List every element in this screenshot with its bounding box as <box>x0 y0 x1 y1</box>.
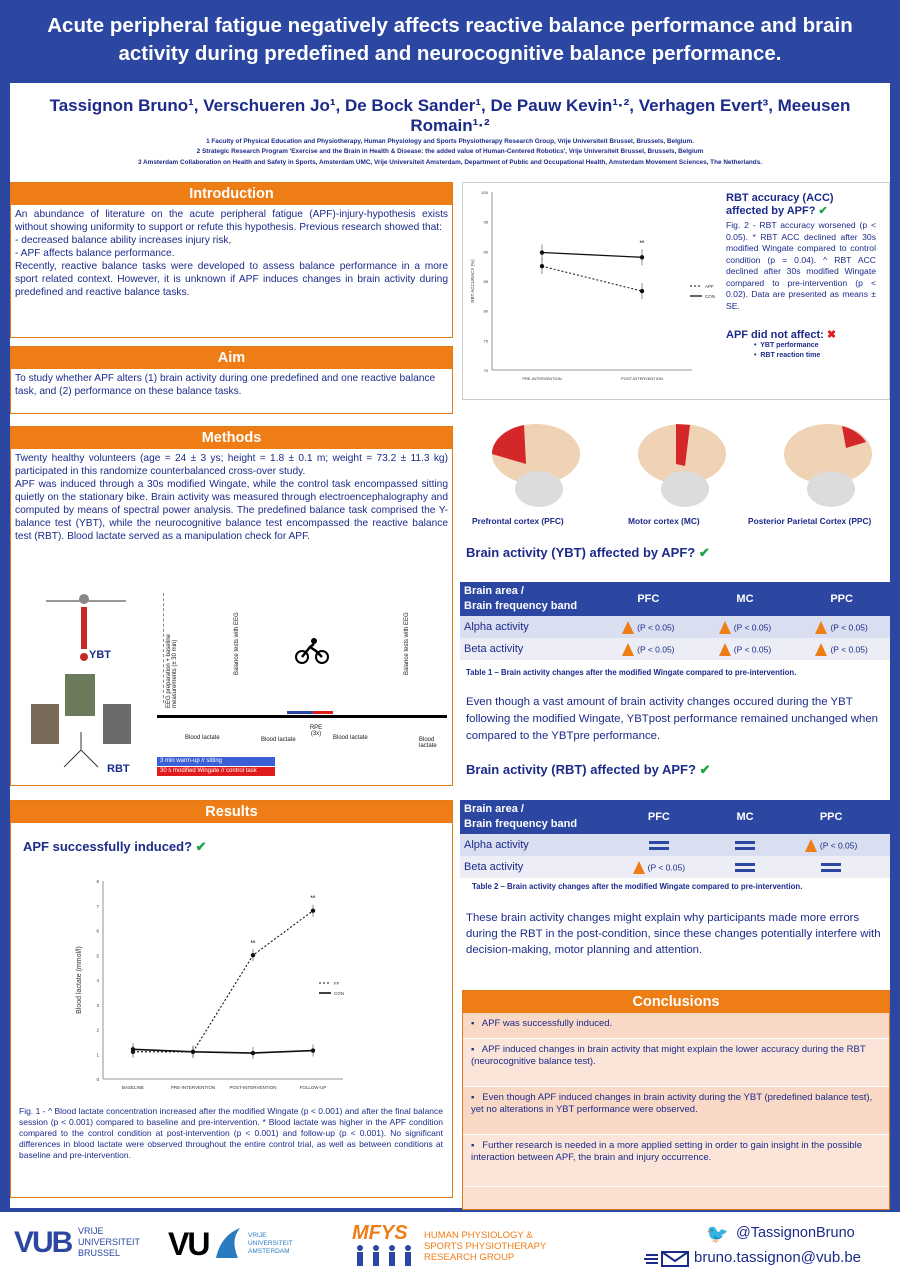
equal-icon <box>735 841 755 850</box>
rbt-accuracy-title: RBT accuracy (ACC) affected by APF? ✔ <box>726 192 834 217</box>
y-tick-label: 85 <box>483 279 488 284</box>
mfys-figures-icon <box>352 1244 422 1268</box>
arrow-up-icon <box>719 621 731 634</box>
arrow-up-icon <box>633 861 645 874</box>
conclusion-item: ▪ Even though APF induced changes in brain activity during the YBT (predefined balance test), yet no alterations in YBT performance were observed. <box>463 1087 889 1135</box>
data-point <box>191 1050 195 1054</box>
affiliation-1: 1 Faculty of Physical Education and Physiotherapy, Human Physiology and Sports Physiotherapy Research Group, Vrije Universiteit Brussel, Brussels, Belgium. <box>206 138 694 145</box>
equal-icon <box>649 841 669 850</box>
x-tick-label: POST-INTERVENTION <box>229 1085 277 1090</box>
table-row: Beta activity (P < 0.05) <box>460 856 890 878</box>
x-tick-label: PRE-INTERVENTION <box>522 376 562 381</box>
y-tick-label: 2 <box>96 1027 99 1033</box>
data-point <box>131 1047 135 1051</box>
results-section <box>10 800 453 1198</box>
check-icon: ✔ <box>818 205 828 217</box>
ybt-label: YBT <box>89 649 111 661</box>
x-tick-label: FOLLOW-UP <box>299 1085 327 1090</box>
results-question: APF successfully induced? ✔ <box>23 839 207 854</box>
rbt-accuracy-panel: RBT accuracy (ACC) affected by APF? ✔ Fig. 2 - RBT accuracy worsened (p < 0.05). * RBT ACC declined after 30s modified Wingate compared to control condition (p = 0.04). ^ RBT ACC declined after 30s modified Wingate compared to pre-intervention (p < 0.02). Data are presented as means ± SE. APF did not affect: ✖ • YBT performance • RBT reaction time <box>726 192 876 359</box>
series-line <box>133 1049 313 1053</box>
data-point <box>311 1048 315 1052</box>
methods-header: Methods <box>11 427 452 449</box>
data-point <box>540 250 544 254</box>
fig1-caption: Fig. 1 - ^ Blood lactate concentration increased after the modified Wingate (p < 0.001) and after the final balance session (p < 0.001) compared to baseline and pre-intervention. * Blood lactate was higher in the APF condition compared to the control condition at post-intervention (p < 0.001) and follow-up (p < 0.001). No significant differences in blood lactate were observed throughout the entire control trial, as well as between conditions at baseline and pre-intervention. <box>19 1106 443 1160</box>
brain-regions <box>470 410 880 535</box>
x-tick-label: POST-INTERVENTION <box>621 376 663 381</box>
equal-icon <box>735 863 755 872</box>
ybt-illustration <box>31 589 141 669</box>
data-point <box>640 255 644 259</box>
conclusions-header: Conclusions <box>463 991 889 1013</box>
not-affect-title: APF did not affect: ✖ <box>726 329 837 341</box>
x-tick-label: BASELINE <box>121 1085 145 1090</box>
timeline-eeg-label: EEG preparation + baseline measurements (± 30 min) <box>166 634 178 708</box>
mfys-logo: MFYS <box>352 1222 408 1244</box>
legend-label: CON <box>705 294 715 299</box>
legend-label: APF <box>705 284 714 289</box>
legend-label: CON <box>334 991 344 996</box>
check-icon: ✔ <box>698 545 710 560</box>
introduction-section <box>10 182 453 338</box>
table2-caption: Table 2 – Brain activity changes after the modified Wingate compared to pre-intervention. <box>472 882 803 891</box>
timeline-balance-label: Balance tests with EEG <box>404 612 410 675</box>
mfys-text: HUMAN PHYSIOLOGY & SPORTS PHYSIOTHERAPY RESEARCH GROUP <box>424 1230 547 1263</box>
y-tick-label: 70 <box>483 368 488 373</box>
ppc-label: Posterior Parietal Cortex (PPC) <box>748 516 872 526</box>
y-tick-label: 80 <box>483 308 488 314</box>
mc-label: Motor cortex (MC) <box>628 516 700 526</box>
brain-ppc-image <box>776 414 876 514</box>
series-line <box>542 266 642 291</box>
table-row: Alpha activity (P < 0.05) <box>460 834 890 856</box>
arrow-up-icon <box>622 643 634 656</box>
vua-text: VRIJE UNIVERSITEIT AMSTERDAM <box>248 1232 293 1255</box>
intro-bullet: - decreased balance ability increases injury risk, <box>15 235 232 246</box>
methods-text: Twenty healthy volunteers (age = 24 ± 3 ys; height = 1.8 ± 0.1 m; weight = 73.2 ± 11.3 kg) participated in this randomize counterbalanced cross-over study. APF was induced through a 30s modified Wingate, while the control task encompassed sitting quietly on the stationary bike. Brain activity was measured through electroencephalography and computed by means of spectral power analysis. The predefined balance task comprised the Y-balance test (YBT), while the neurocognitive balance test encompassed the reactive balance test (RBT). Blood lactate served as a manipulation check for APF. <box>15 453 448 542</box>
y-tick-label: 4 <box>96 978 99 983</box>
conclusions-section <box>462 990 890 1210</box>
griffin-icon <box>212 1226 242 1262</box>
legend-label: FF <box>334 981 340 986</box>
x-tick-label: PRE-INTERVENTION <box>170 1085 216 1090</box>
vub-text: VRIJE UNIVERSITEIT BRUSSEL <box>78 1226 141 1258</box>
annotation: *^ <box>639 240 645 247</box>
intro-bullet: - APF affects balance performance. <box>15 248 175 259</box>
timeline: EEG preparation + baseline measurements (± 30 min) Balance tests with EEG Balance tests with EEG Blood lactate Blood lactate RPE (3x) Blood lactate Blood lactate <box>157 597 447 767</box>
vub-logo: VUB <box>14 1226 72 1259</box>
brain-pfc-image <box>484 414 584 514</box>
data-point <box>251 953 255 957</box>
timeline-axis <box>157 715 447 718</box>
arrow-up-icon <box>815 643 827 656</box>
y-tick-label: 0 <box>96 1077 99 1082</box>
table-row: Alpha activity (P < 0.05) (P < 0.05) (P < 0.05) <box>460 616 890 638</box>
conclusion-item: ▪ APF induced changes in brain activity that might explain the lower accuracy during the RBT (neurocognitive balance test). <box>463 1039 889 1087</box>
affiliation-3: 3 Amsterdam Collaboration on Health and Safety in Sports, Amsterdam UMC, Vrije Universiteit Amsterdam, Department of Public and Occupational Health, Amsterdam Movement Sciences, The Netherlands. <box>137 159 763 166</box>
authors: Tassignon Bruno¹, Verschueren Jo¹, De Bock Sander¹, De Pauw Kevin¹·², Verhagen Evert³, Meeusen Romain¹·² <box>49 96 851 135</box>
conclusion-item: ▪ APF was successfully induced. <box>463 1013 889 1039</box>
email-address[interactable]: bruno.tassignon@vub.be <box>694 1249 862 1266</box>
aim-header: Aim <box>11 347 452 369</box>
y-axis-label: RBT ACCURACY (%) <box>470 259 475 303</box>
rbt-illustration <box>29 672 139 777</box>
rbt-accuracy-chart <box>464 186 718 386</box>
annotation: *^ <box>310 895 316 902</box>
pfc-label: Prefrontal cortex (PFC) <box>472 516 564 526</box>
email-icon <box>644 1250 690 1268</box>
y-tick-label: 95 <box>483 219 488 225</box>
arrow-up-icon <box>622 621 634 634</box>
arrow-up-icon <box>805 839 817 852</box>
fig2-caption: Fig. 2 - RBT accuracy worsened (p < 0.05). * RBT ACC declined after 30s modified Wingate compared to control condition (p = 0.04). ^ RBT ACC declined after 30s modified Wingate compared to pre-intervention (p < 0.02). Data are presented as means ± SE. <box>726 220 876 311</box>
introduction-text: An abundance of literature on the acute peripheral fatigue (APF)-injury-hypothesis exists without showing uniformity to support or refute this hypothesis. Previous research showed that: - decreased balance ability increases injury risk, - APF affects balance performance. Recently, reactive balance tasks were developed to assess balance performance in a more sport related context. However, it is unknown if APF induces changes in brain activity during predefined and reactive balance tasks. <box>15 209 448 298</box>
check-icon: ✔ <box>195 839 207 854</box>
check-icon: ✔ <box>699 762 711 777</box>
timeline-balance-label: Balance tests with EEG <box>234 612 240 675</box>
equal-icon <box>821 863 841 872</box>
brain-mc-image <box>630 414 730 514</box>
data-point <box>251 1051 255 1055</box>
rbt-text: These brain activity changes might explain why participants made more errors during the RBT in the post-condition, since these changes potentially interfere with decision-making, motor planning and attention. <box>466 912 881 956</box>
ybt-title: Brain activity (YBT) affected by APF? ✔ <box>466 545 710 560</box>
twitter-handle[interactable]: @TassignonBruno <box>736 1225 855 1241</box>
aim-section <box>10 346 453 414</box>
annotation: *^ <box>250 940 256 947</box>
y-tick-label: 75 <box>483 338 488 344</box>
conclusion-item: ▪ Further research is needed in a more applied setting in order to gain insight in the possible interaction between APF, the brain and injury occurrence. <box>463 1135 889 1187</box>
y-tick-label: 6 <box>96 928 99 934</box>
cross-icon: ✖ <box>826 329 837 341</box>
series-line <box>542 253 642 258</box>
series-line <box>133 911 313 1052</box>
data-point <box>311 909 315 913</box>
aim-text: To study whether APF alters (1) brain activity during one predefined and one reactive balance task, and (2) performance on these balance tasks. <box>15 373 436 397</box>
rbt-title: Brain activity (RBT) affected by APF? ✔ <box>466 762 711 777</box>
y-tick-label: 8 <box>96 879 99 884</box>
data-point <box>540 264 544 268</box>
introduction-header: Introduction <box>11 183 452 205</box>
y-axis-label: Blood lactate (mmol/l) <box>76 946 83 1014</box>
y-tick-label: 100 <box>481 190 488 195</box>
y-tick-label: 90 <box>483 249 488 255</box>
y-tick-label: 5 <box>96 953 99 959</box>
methods-section <box>10 426 453 786</box>
legend-warmup: 3 min warm-up // sitting <box>157 757 275 766</box>
arrow-up-icon <box>815 621 827 634</box>
affiliation-2: 2 Strategic Research Program 'Exercise and the Brain in Health & Disease: the added value of Human-Centered Robotics', Vrije Universiteit Brussel, Brussels, Belgium <box>196 148 704 155</box>
rbt-table: Brain area / Brain frequency band PFC MC PPC Alpha activity (P < 0.05) Beta activity (P < 0.05) <box>460 800 890 878</box>
arrow-up-icon <box>719 643 731 656</box>
table1-caption: Table 1 – Brain activity changes after the modified Wingate compared to pre-intervention. <box>466 668 797 677</box>
results-header: Results <box>11 801 452 823</box>
rbt-label: RBT <box>107 763 130 775</box>
table-row: Beta activity (P < 0.05) (P < 0.05) (P < 0.05) <box>460 638 890 660</box>
lactate-chart <box>67 873 401 1103</box>
y-tick-label: 3 <box>96 1002 99 1008</box>
y-tick-label: 7 <box>96 903 99 909</box>
ybt-text: Even though a vast amount of brain activity changes occured during the YBT following the modified Wingate, YBTpost performance remained unchanged when compared to the YBTpre performance. <box>466 696 878 742</box>
twitter-icon: 🐦 <box>706 1224 729 1244</box>
poster-title: Acute peripheral fatigue negatively affects reactive balance performance and brain activity during predefined and neurocognitive balance performance. <box>47 14 853 65</box>
legend-wingate: 30 s modified Wingate // control task <box>157 767 275 776</box>
y-tick-label: 1 <box>96 1052 99 1058</box>
data-point <box>640 289 644 293</box>
cyclist-icon <box>295 637 329 665</box>
vu-logo: VU <box>168 1226 209 1262</box>
ybt-table: Brain area / Brain frequency band PFC MC PPC Alpha activity (P < 0.05) (P < 0.05) (P < 0.05) Beta activity (P < 0.05) (P < 0.05) (P < 0.05) <box>460 582 890 660</box>
